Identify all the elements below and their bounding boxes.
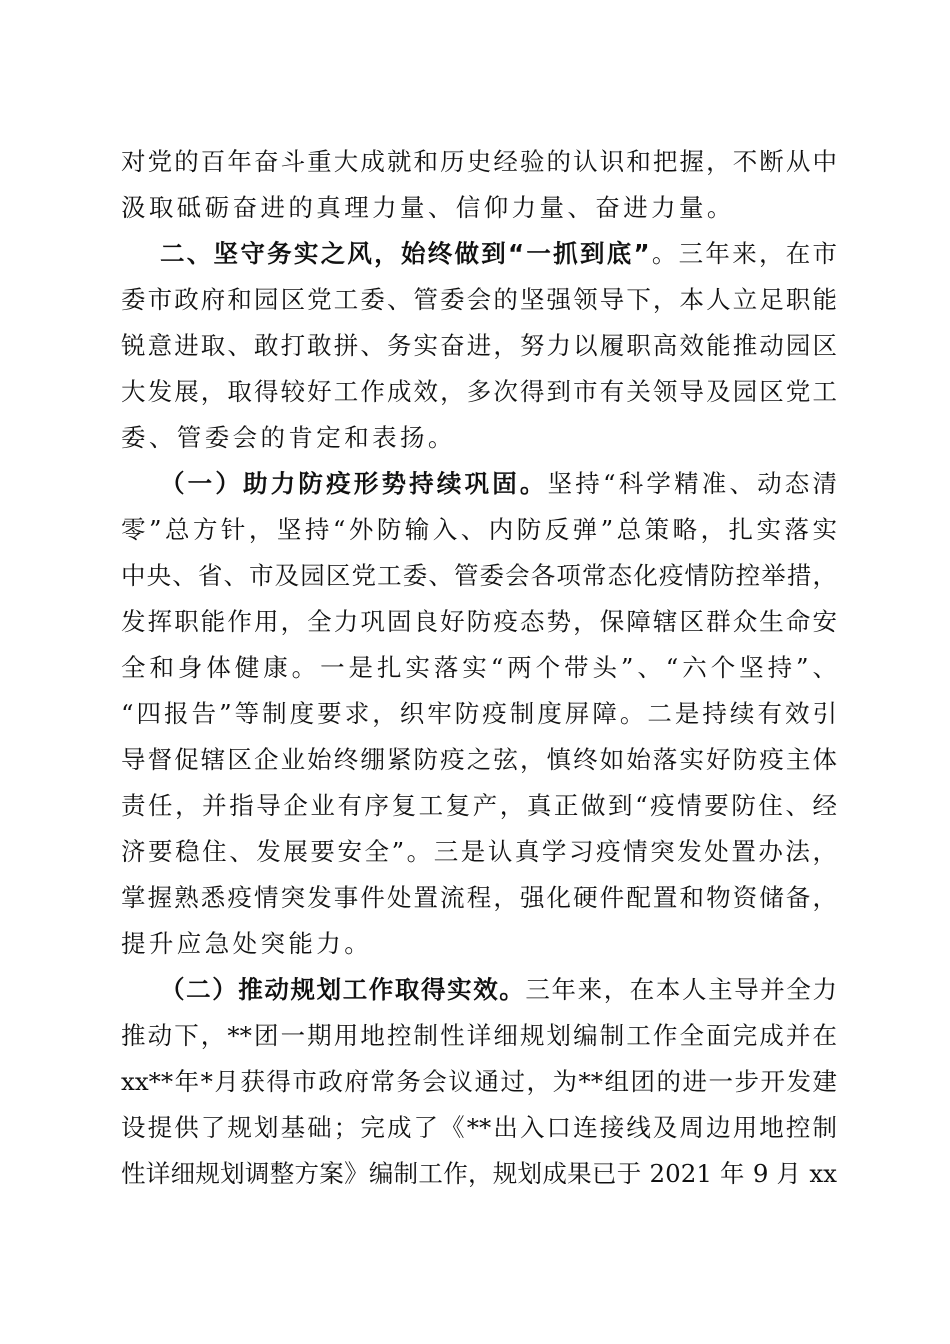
paragraph-line: 委、管委会的肯定和表扬。 [121,423,456,452]
paragraph-line: 性详细规划调整方案》编制工作，规划成果已于 2021 年 9 月 xx [121,1159,837,1188]
paragraph-line: “四报告”等制度要求，织牢防疫制度屏障。二是持续有效引 [121,699,837,728]
paragraph-line: 对党的百年奋斗重大成就和历史经验的认识和把握，不断从中 [121,147,837,176]
paragraph-line: 设提供了规划基础；完成了《**出入口连接线及周边用地控制 [121,1113,837,1142]
paragraph-line: 导督促辖区企业始终绷紧防疫之弦，慎终如始落实好防疫主体 [121,745,837,774]
paragraph-line: 济要稳住、发展要安全”。三是认真学习疫情突发处置办法， [121,837,837,866]
paragraph-line: 锐意进取、敢打敢拼、务实奋进，努力以履职高效能推动园区 [121,331,837,360]
paragraph-line: 推动下，**团一期用地控制性详细规划编制工作全面完成并在 [121,1021,837,1050]
paragraph-line: 大发展，取得较好工作成效，多次得到市有关领导及园区党工 [121,377,837,406]
paragraph-line: 中央、省、市及园区党工委、管委会各项常态化疫情防控举措， [121,561,837,590]
section-heading-line: 二、坚守务实之风，始终做到“一抓到底”。三年来，在市 [160,239,838,268]
paragraph-line: 提升应急处突能力。 [121,929,373,958]
subsection-heading-line: （一）助力防疫形势持续巩固。坚持“科学精准、动态清 [160,469,837,498]
paragraph-line: 责任，并指导企业有序复工复产，真正做到“疫情要防住、经 [121,791,837,820]
paragraph-line: 零”总方针，坚持“外防输入、内防反弹”总策略，扎实落实 [121,515,837,544]
paragraph-line: 发挥职能作用，全力巩固良好防疫态势，保障辖区群众生命安 [121,607,837,636]
subsection-heading: （一）助力防疫形势持续巩固。 [160,469,548,498]
paragraph-line: 汲取砥砺奋进的真理力量、信仰力量、奋进力量。 [121,193,735,222]
paragraph-line: 全和身体健康。一是扎实落实“两个带头”、“六个坚持”、 [121,653,837,682]
subsection-heading-line: （二）推动规划工作取得实效。三年来，在本人主导并全力 [160,975,838,1004]
section-heading: 二、坚守务实之风，始终做到“一抓到底” [160,239,650,268]
paragraph-line: 掌握熟悉疫情突发事件处置流程，强化硬件配置和物资储备， [121,883,837,912]
subsection-heading: （二）推动规划工作取得实效。 [160,975,526,1004]
paragraph-line: xx**年*月获得市政府常务会议通过，为**组团的进一步开发建 [121,1067,837,1096]
paragraph-line: 委市政府和园区党工委、管委会的坚强领导下，本人立足职能 [121,285,837,314]
